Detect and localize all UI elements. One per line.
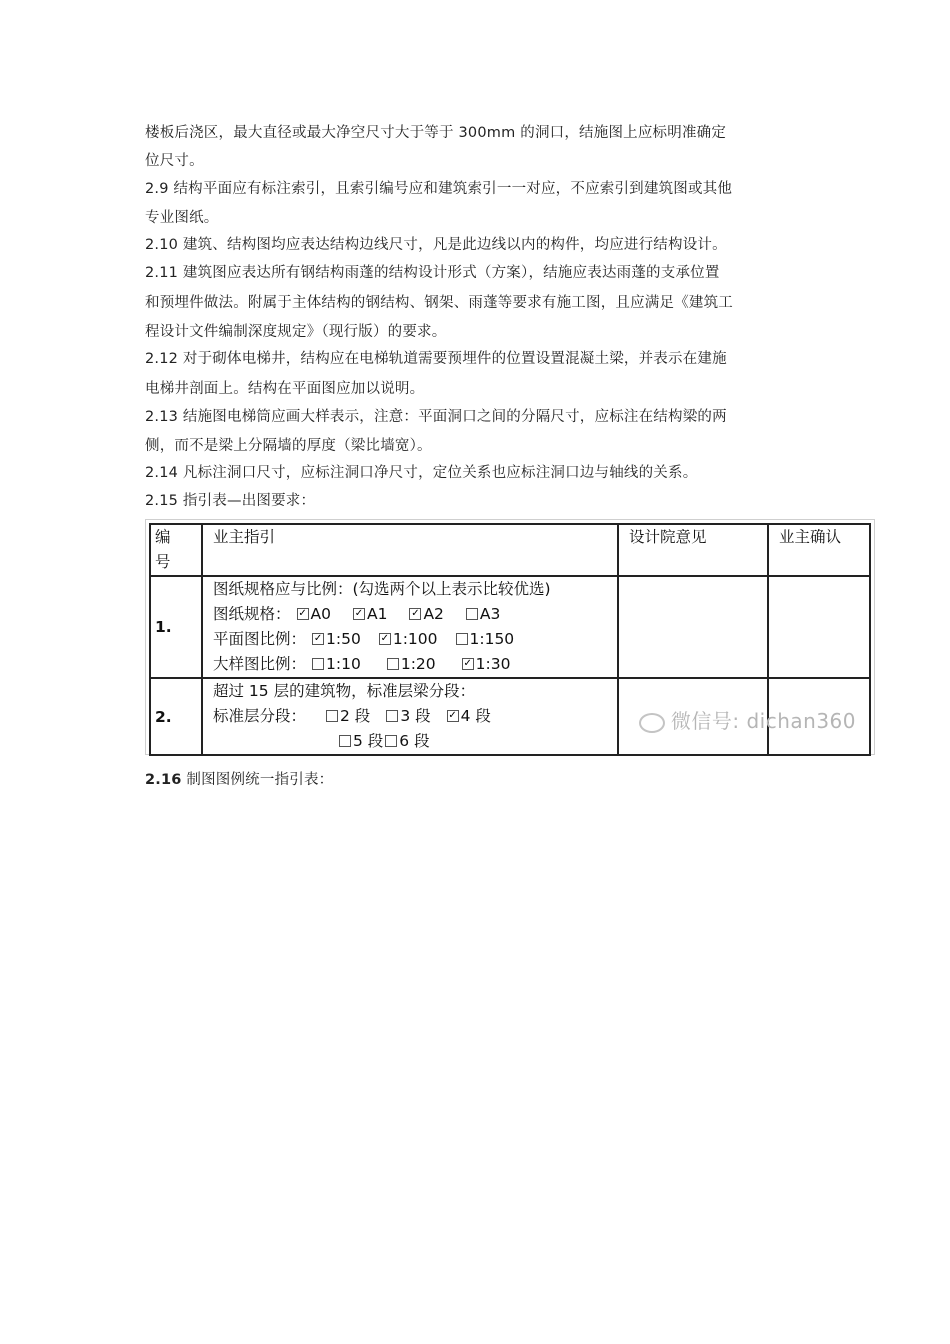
checkbox-label: 4 段 [460,707,491,725]
paragraph: 2.15 指引表—出图要求： [145,493,316,509]
checkbox-group [333,732,430,750]
row-line: 图纸规格应与比例：(勾选两个以上表示比较优选) [213,580,551,598]
row-line: 平面图比例： ✓ 1:50 ✓ 1:100 1:150 [213,630,515,648]
row-number: 2. [150,678,202,755]
table-header-row [150,524,870,576]
checkbox-group [306,630,514,648]
checkbox[interactable]: ✓ [313,632,323,644]
checkbox-label: 1:30 [475,655,511,673]
guide-table-image [145,519,875,755]
checkbox-label: 1:10 [326,655,361,673]
paragraph: 位尺寸。 [145,153,204,169]
paragraph: 2.12 对于砌体电梯井，结构应在电梯轨道需要预埋件的位置设置混凝土梁，并表示在建施 [145,351,727,367]
checkbox[interactable]: ✓ [354,607,364,619]
row-line: 超过 15 层的建筑物，标准层梁分段： [213,682,476,700]
paragraph: 楼板后浇区，最大直径或最大净空尺寸大于等于 300mm 的洞口，结施图上应标明准确定 [145,125,727,141]
header-owner-confirm: 业主确认 [768,524,870,576]
row-line: 大样图比例： 1:10 1:20 ✓ 1:30 [213,655,511,673]
checkbox-label: 5 段 [353,732,384,750]
checkbox[interactable] [312,658,324,670]
checkbox-label: 6 段 [399,732,430,750]
row-guide-cell [202,576,618,678]
paragraph: 2.14 凡标注洞口尺寸，应标注洞口净尺寸，定位关系也应标注洞口边与轴线的关系。 [145,465,698,481]
paragraph: 2.9 结构平面应有标注索引，且索引编号应和建筑索引一一对应，不应索引到建筑图或其他 [145,181,733,197]
checkbox[interactable] [456,633,468,645]
paragraph: 和预埋件做法。附属于主体结构的钢结构、钢架、雨蓬等要求有施工图，且应满足《建筑工 [145,295,733,311]
header-number: 编 号 [150,524,202,576]
checkbox-group [320,707,491,725]
checkbox-label: A1 [366,605,388,623]
paragraph: 专业图纸。 [145,210,219,226]
checkbox-label: 1:20 [400,655,436,673]
checkbox[interactable] [385,735,397,747]
checkbox-group [306,655,510,673]
paragraph: 2.13 结施图电梯筒应画大样表示，注意：平面洞口之间的分隔尺寸，应标注在结构梁的两 [145,409,727,425]
checkbox-label: 1:50 [326,630,361,648]
header-guide: 业主指引 [202,524,618,576]
watermark: 微信号: dichan360 [639,705,856,734]
row-line [213,729,613,754]
wechat-icon [639,713,665,733]
checkbox[interactable]: ✓ [463,657,472,669]
row-line: 图纸规格： ✓ A0 ✓ A1 ✓ A2 A3 [213,605,501,623]
checkbox-label: 3 段 [400,707,431,725]
row-guide-cell [202,678,618,755]
checkbox[interactable] [386,710,398,722]
checkbox[interactable]: ✓ [448,709,457,721]
checkbox[interactable] [466,608,478,620]
paragraph: 程设计文件编制深度规定》（现行版）的要求。 [145,324,447,340]
checkbox-label: 1:100 [392,630,438,648]
checkbox[interactable] [387,658,399,670]
checkbox-label: 2 段 [340,707,371,725]
design-opinion-cell[interactable] [618,576,768,678]
checkbox-label: 1:150 [469,630,515,648]
checkbox-label: A0 [310,605,331,623]
paragraph: 2.11 建筑图应表达所有钢结构雨蓬的结构设计形式（方案），结施应表达雨蓬的支承位置 [145,265,720,281]
checkbox[interactable] [339,735,351,747]
owner-confirm-cell[interactable] [768,576,870,678]
paragraph: 2.10 建筑、结构图均应表达结构边线尺寸，凡是此边线以内的构件，均应进行结构设计。 [145,237,727,253]
checkbox-label: A2 [423,605,444,623]
header-design-opinion: 设计院意见 [618,524,768,576]
row-number: 1. [150,576,202,678]
table-row [150,576,870,678]
paragraph: 侧，而不是梁上分隔墙的厚度（梁比墙宽）。 [145,438,432,454]
checkbox[interactable]: ✓ [380,632,390,644]
checkbox-label: A3 [479,605,501,623]
row-line: 标准层分段： 2 段 3 段 ✓ 4 段 [213,707,491,725]
checkbox-group [291,605,501,623]
paragraph: 电梯井剖面上。结构在平面图应加以说明。 [145,381,425,397]
paragraph-2-16: 2.16 制图图例统一指引表： [145,772,334,788]
checkbox[interactable]: ✓ [411,607,420,619]
checkbox[interactable] [326,710,338,722]
checkbox[interactable]: ✓ [298,607,307,619]
